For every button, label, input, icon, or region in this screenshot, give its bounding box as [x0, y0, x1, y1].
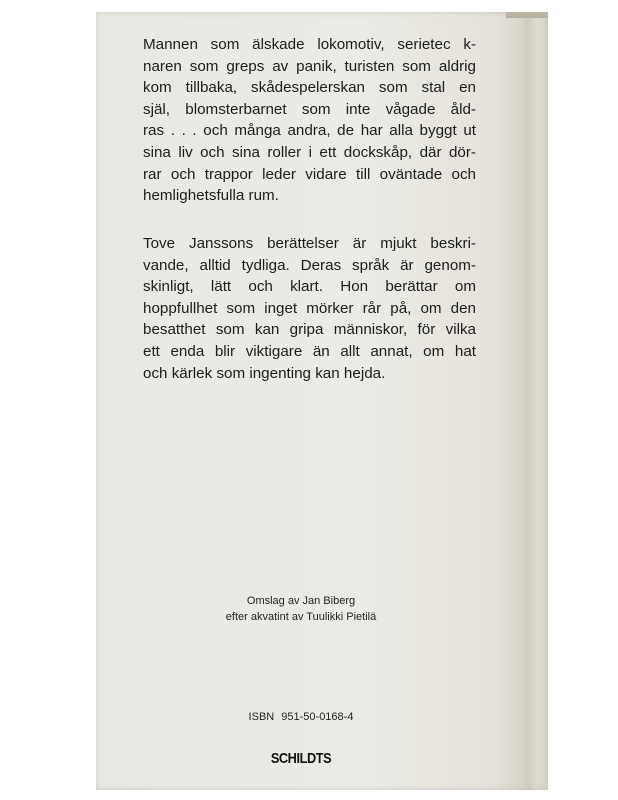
text-line: skinligt, lätt och klart. Hon berättar om — [143, 278, 476, 296]
text-line: naren som greps av panik, turisten som aldrig — [143, 57, 476, 75]
book-back-cover — [96, 12, 548, 790]
spine-shading — [520, 12, 548, 790]
text-line: själ, blomsterbarnet som inte vågade åld- — [143, 100, 476, 118]
text-line: ett enda blir viktigare än allt annat, om hat — [143, 342, 476, 360]
publisher-logo: SCHILDTS — [270, 750, 332, 767]
text-line: Mannen som älskade lokomotiv, serietec k- — [143, 36, 476, 53]
text-line: sina liv och sina roller i ett dockskåp, där dör- — [143, 143, 476, 161]
text-line: hemlighetsfulla rum. — [143, 187, 279, 205]
isbn: ISBN 951-50-0168-4 — [248, 711, 354, 723]
text-line: hoppfullhet som inget mörker rår på, om den — [143, 299, 476, 317]
text-line: rar och trappor leder vidare till oväntade och — [143, 165, 476, 183]
text-line: Tove Janssons berättelser är mjukt beskri- — [143, 235, 476, 252]
credit-line: Omslag av Jan Biberg — [246, 595, 356, 607]
text-line: ras . . . och många andra, de har alla byggt ut — [143, 122, 476, 140]
text-line: vande, alltid tydliga. Deras språk är genom- — [143, 256, 476, 274]
text-line: och kärlek som ingenting kan hejda. — [143, 364, 386, 382]
credit-line: efter akvatint av Tuulikki Pietilä — [225, 611, 377, 623]
text-line: kom tillbaka, skådespelerskan som stal en — [143, 79, 476, 97]
blurb-paragraph-1 — [143, 34, 476, 207]
cover-credits — [96, 593, 506, 625]
text-line: besatthet som kan gripa människor, för vilka — [143, 321, 476, 339]
blurb-paragraph-2 — [143, 233, 476, 384]
worn-top-edge — [506, 12, 548, 18]
